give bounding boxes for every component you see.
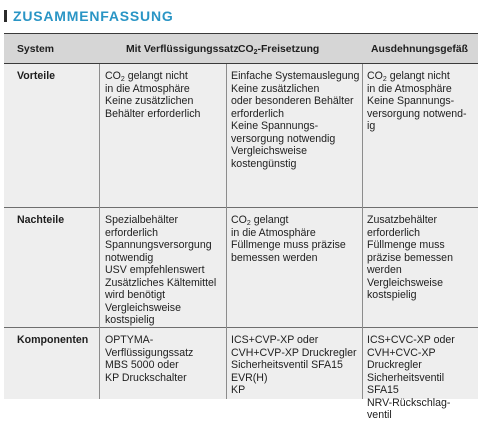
komponenten-ausdehnungsgefaess: ICS+CVC-XP oder CVH+CVC-XP Druckregler Sicherheitsventil SFA15 NRV-Rückschlag- ventil: [367, 334, 455, 421]
row-label-nachteile: Nachteile: [17, 214, 65, 226]
vorteile-ausdehnungsgefaess: [367, 70, 475, 207]
vorteile-verfluessigungssatz: [105, 70, 223, 207]
column-divider: [226, 64, 227, 399]
header-co2-suffix: -Freisetzung: [257, 44, 320, 55]
komponenten-verfluessigungssatz: OPTYMA- Verflüssigungssatz MBS 5000 oder KP Druckschalter: [105, 334, 194, 384]
header-co2-prefix: CO: [238, 44, 254, 55]
column-divider: [99, 64, 100, 399]
row-label-vorteile: Vorteile: [17, 70, 56, 82]
vorteile-c3-subscript: 2: [382, 76, 387, 83]
header-co2-subscript: 2: [253, 49, 258, 56]
header-co2-freisetzung: [238, 44, 368, 63]
heading-title: ZUSAMMENFASSUNG: [13, 8, 174, 24]
section-heading: [4, 7, 174, 25]
nachteile-ausdehnungsgefaess: Zusatzbehälter erforderlich Füllmenge muss präzise bemessen werden Vergleichsweise kostspielig: [367, 214, 453, 301]
table-row-vorteile: [4, 64, 478, 208]
table-header-row: [4, 34, 478, 64]
vorteile-c1-text: gelangt nicht in die Atmosphäre Keine zusätzlichen Behälter erforderlich: [105, 70, 201, 120]
nachteile-verfluessigungssatz: Spezialbehälter erforderlich Spannungsversorgung notwendig USV empfehlenswert Zusätzliches Kältemittel wird benötigt Vergleichsweise kostspielig: [105, 214, 217, 326]
row-label-komponenten: Komponenten: [17, 334, 89, 346]
heading-marker-bar: [4, 10, 7, 22]
header-system: System: [17, 44, 54, 55]
table-row-komponenten: [4, 328, 478, 421]
vorteile-c3-text: gelangt nicht in die Atmosphäre Keine Spannungs- versorgung notwend- ig: [367, 70, 467, 132]
table-row-nachteile: [4, 208, 478, 328]
nachteile-c2-prefix: CO: [231, 214, 247, 226]
vorteile-c1-subscript: 2: [120, 76, 125, 83]
vorteile-c1-prefix: CO: [105, 70, 121, 82]
vorteile-c3-prefix: CO: [367, 70, 383, 82]
header-verfluessigungssatz: Mit Verflüssigungssatz: [126, 44, 239, 55]
header-ausdehnungsgefaess: Ausdehnungsgefäß: [371, 44, 468, 55]
nachteile-c2-text: gelangt in die Atmosphäre Füllmenge muss präzise bemessen werden: [231, 214, 346, 264]
nachteile-c2-subscript: 2: [246, 220, 251, 227]
komponenten-co2-freisetzung: ICS+CVP-XP oder CVH+CVP-XP Druckregler Sicherheitsventil SFA15 EVR(H) KP: [231, 334, 357, 396]
nachteile-co2-freisetzung: [231, 214, 361, 327]
vorteile-co2-freisetzung: Einfache Systemauslegung Keine zusätzlichen oder besonderen Behälter erforderlich Keine Spannungs- versorgung notwendig Vergleichsweise kostengünstig: [231, 70, 360, 170]
column-divider: [362, 64, 363, 399]
comparison-table: [4, 33, 478, 421]
